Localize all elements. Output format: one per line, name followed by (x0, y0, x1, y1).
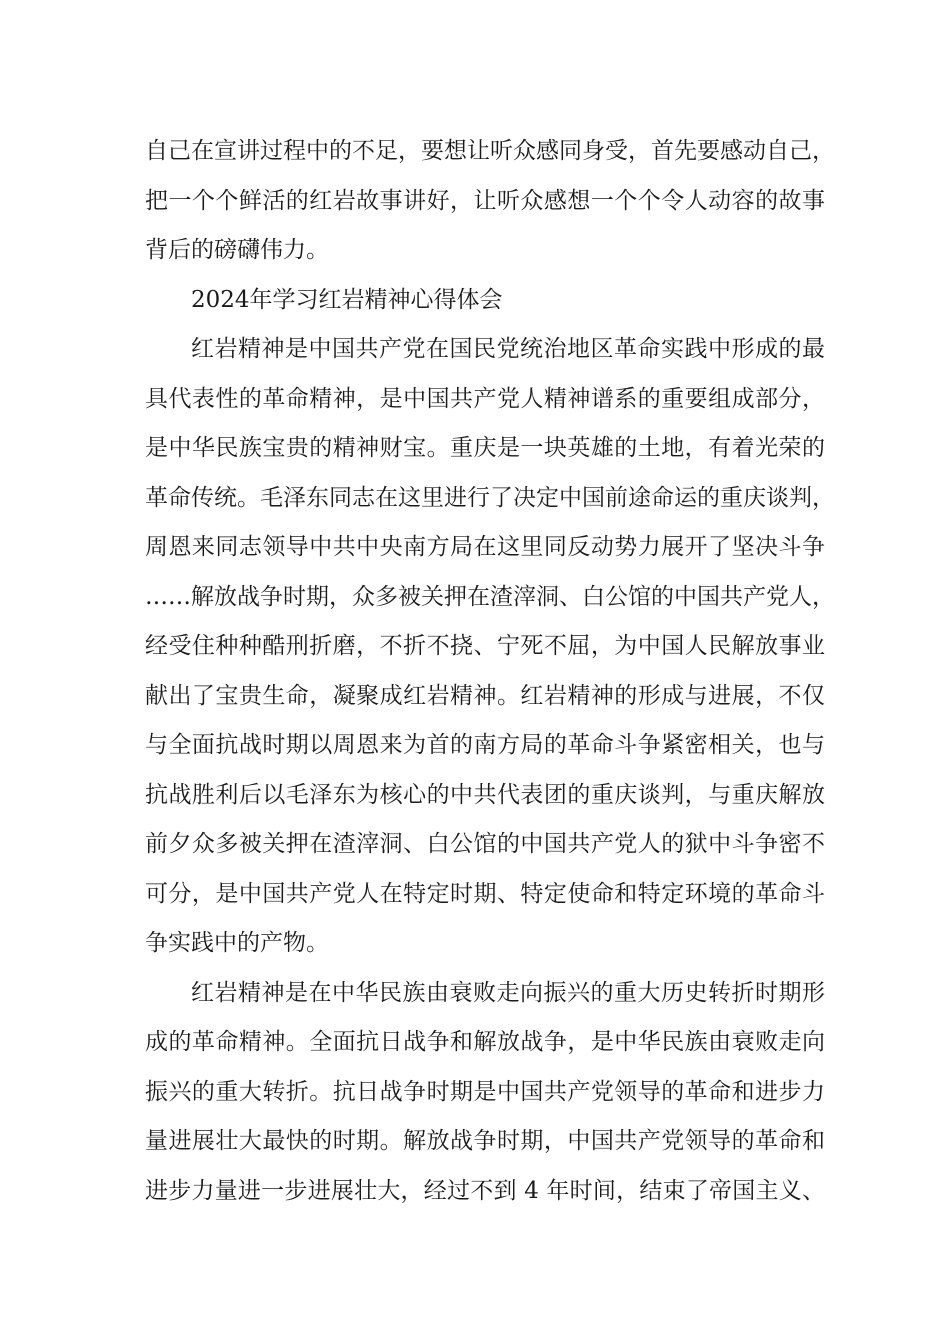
text-line: 是中华民族宝贵的精神财宝。重庆是一块英雄的土地，有着光荣的 (145, 435, 825, 461)
text-line: 献出了宝贵生命，凝聚成红岩精神。红岩精神的形成与进展，不仅 (145, 682, 825, 709)
text-line: 量进展壮大最快的时期。解放战争时期，中国共产党领导的革命和 (145, 1128, 825, 1154)
text-line: 革命传统。毛泽东同志在这里进行了决定中国前途命运的重庆谈判， (145, 484, 835, 511)
text-line: 2024年学习红岩精神心得体会 (191, 286, 503, 313)
text-line: 经受住种种酷刑折磨，不折不挠、宁死不屈，为中国人民解放事业 (145, 633, 825, 659)
text-line: 周恩来同志领导中共中央南方局在这里同反动势力展开了坚决斗争 (145, 534, 825, 560)
text-line: 成的革命精神。全面抗日战争和解放战争，是中华民族由衰败走向 (145, 1029, 825, 1055)
text-line: 振兴的重大转折。抗日战争时期是中国共产党领导的革命和进步力 (145, 1078, 825, 1105)
text-line: 与全面抗战时期以周恩来为首的南方局的革命斗争紧密相关，也与 (145, 732, 825, 758)
text-line: 自己在宣讲过程中的不足，要想让听众感同身受，首先要感动自己， (145, 138, 835, 164)
text-line: 把一个个鲜活的红岩故事讲好，让听众感想一个个令人动容的故事 (145, 187, 825, 214)
text-line: 具代表性的革命精神，是中国共产党人精神谱系的重要组成部分， (145, 385, 825, 412)
text-line: ……解放战争时期，众多被关押在渣滓洞、白公馆的中国共产党人， (145, 583, 835, 610)
text-line: 背后的磅礴伟力。 (145, 237, 329, 263)
text-line: 争实践中的产物。 (145, 930, 329, 956)
text-line: 可分，是中国共产党人在特定时期、特定使命和特定环境的革命斗 (145, 880, 825, 907)
text-line: 红岩精神是中国共产党在国民党统治地区革命实践中形成的最 (191, 336, 825, 362)
text-line: 进步力量进一步进展壮大，经过不到 4 年时间，结束了帝国主义、 (145, 1177, 825, 1204)
text-line: 前夕众多被关押在渣滓洞、白公馆的中国共产党人的狱中斗争密不 (145, 831, 825, 857)
document-body (145, 127, 835, 1216)
text-line: 红岩精神是在中华民族由衰败走向振兴的重大历史转折时期形 (191, 979, 825, 1006)
text-line: 抗战胜利后以毛泽东为核心的中共代表团的重庆谈判，与重庆解放 (145, 781, 825, 808)
